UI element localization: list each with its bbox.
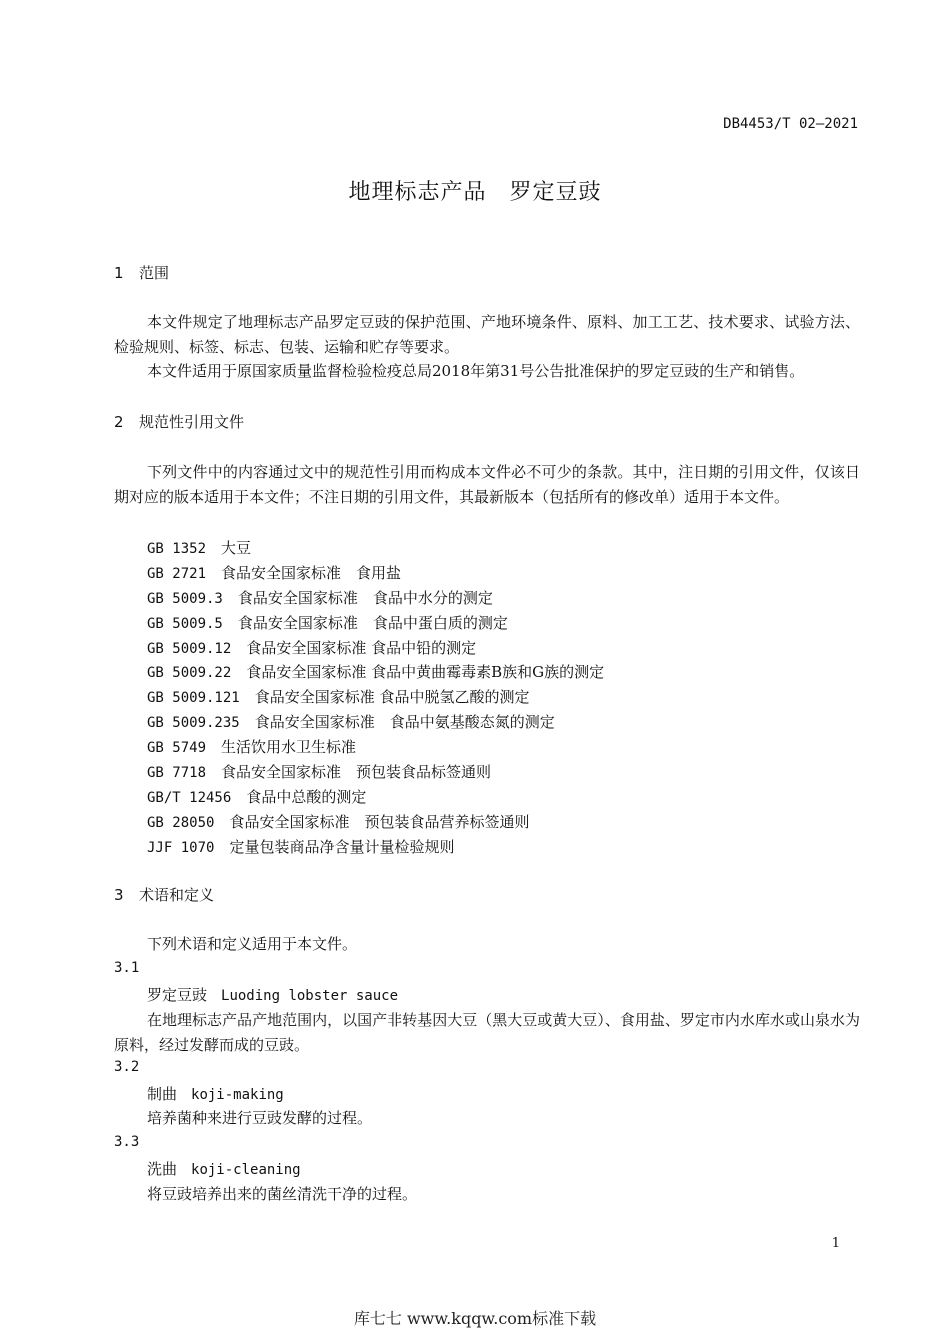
term-definition: 在地理标志产品产地范围内，以国产非转基因大豆（黑大豆或黄大豆）、食用盐、罗定市内水库水或山泉水为原料，经过发酵而成的豆豉。 [114, 1011, 860, 1054]
term-heading [147, 984, 398, 1005]
term-zh: 制曲 [147, 1085, 178, 1103]
reference-code: GB 5009.235 [147, 715, 240, 732]
reference-code: GB/T 12456 [147, 789, 232, 806]
document-title: 地理标志产品 罗定豆豉 [348, 180, 602, 205]
reference-code: GB 5009.3 [147, 590, 223, 607]
section-title: 规范性引用文件 [139, 413, 245, 431]
section-heading-scope [114, 262, 169, 283]
reference-title: 大豆 [221, 539, 252, 557]
section-heading-terms-definitions [114, 884, 214, 905]
section-number: 1 [114, 264, 124, 282]
reference-item [147, 785, 604, 810]
document-number: DB4453/T 02—2021 [723, 116, 858, 132]
reference-item [147, 660, 604, 685]
reference-item [147, 586, 604, 611]
reference-title: 食品安全国家标准 食品中蛋白质的测定 [237, 613, 508, 632]
reference-item [147, 685, 604, 710]
reference-list [147, 536, 604, 860]
reference-item [147, 735, 604, 760]
reference-item [147, 835, 604, 860]
section-title: 术语和定义 [139, 886, 215, 904]
reference-title: 生活饮用水卫生标准 [221, 738, 357, 757]
reference-code: GB 5009.12 [147, 640, 232, 657]
reference-code: GB 5009.5 [147, 615, 223, 632]
term-en: koji-making [191, 1087, 284, 1103]
reference-item [147, 710, 604, 735]
term-en: koji-cleaning [191, 1162, 301, 1178]
term-number: 3.1 [114, 960, 140, 976]
reference-item [147, 536, 604, 561]
section-number: 3 [114, 886, 124, 904]
reference-title: 食品中总酸的测定 [246, 787, 367, 806]
reference-title: 食品安全国家标准 食品中脱氢乙酸的测定 [254, 688, 530, 707]
reference-code: GB 7718 [147, 765, 207, 782]
reference-title: 食品安全国家标准 预包装食品营养标签通则 [229, 812, 530, 831]
reference-item [147, 561, 604, 586]
page-number: 1 [831, 1236, 840, 1251]
reference-code: GB 2721 [147, 565, 207, 582]
reference-item [147, 636, 604, 661]
reference-title: 定量包装商品净含量计量检验规则 [229, 837, 455, 856]
term-en: Luoding lobster sauce [221, 988, 399, 1004]
term-heading [147, 1083, 284, 1104]
section-heading-normative-references [114, 411, 244, 432]
footer-watermark: 库七七 www.kqqw.com标准下载 [353, 1309, 597, 1328]
term-definition: 培养菌种来进行豆豉发酵的过程。 [147, 1109, 373, 1127]
reference-code: GB 5009.121 [147, 690, 240, 707]
reference-title: 食品安全国家标准 食品中氨基酸态氮的测定 [254, 713, 555, 732]
scope-paragraph-1: 本文件规定了地理标志产品罗定豆豉的保护范围、产地环境条件、原料、加工工艺、技术要求、试验方法、检验规则、标签、标志、包装、运输和贮存等要求。 [114, 313, 860, 356]
term-number: 3.2 [114, 1059, 140, 1075]
reference-code: GB 28050 [147, 814, 215, 831]
term-number: 3.3 [114, 1134, 140, 1150]
term-heading [147, 1158, 301, 1179]
reference-title: 食品安全国家标准 食品中黄曲霉毒素B族和G族的测定 [246, 663, 605, 682]
normative-intro-paragraph: 下列文件中的内容通过文中的规范性引用而构成本文件必不可少的条款。其中，注日期的引用文件，仅该日期对应的版本适用于本文件；不注日期的引用文件，其最新版本（包括所有的修改单）适用于本文件。 [114, 463, 860, 506]
scope-paragraph-2: 本文件适用于原国家质量监督检验检疫总局2018年第31号公告批准保护的罗定豆豉的生产和销售。 [147, 362, 805, 380]
reference-item [147, 760, 604, 785]
section-number: 2 [114, 413, 124, 431]
reference-code: JJF 1070 [147, 839, 215, 856]
reference-item [147, 810, 604, 835]
reference-title: 食品安全国家标准 食品中水分的测定 [237, 588, 493, 607]
reference-code: GB 5009.22 [147, 665, 232, 682]
reference-title: 食品安全国家标准 食品中铅的测定 [246, 638, 477, 657]
term-zh: 罗定豆豉 [147, 986, 208, 1004]
reference-title: 食品安全国家标准 预包装食品标签通则 [221, 763, 492, 782]
terms-intro-paragraph: 下列术语和定义适用于本文件。 [147, 935, 358, 953]
term-definition: 将豆豉培养出来的菌丝清洗干净的过程。 [147, 1185, 418, 1203]
reference-code: GB 5749 [147, 740, 207, 757]
section-title: 范围 [139, 264, 170, 282]
reference-item [147, 611, 604, 636]
term-zh: 洗曲 [147, 1160, 178, 1178]
reference-code: GB 1352 [147, 541, 207, 557]
reference-title: 食品安全国家标准 食用盐 [221, 563, 402, 582]
